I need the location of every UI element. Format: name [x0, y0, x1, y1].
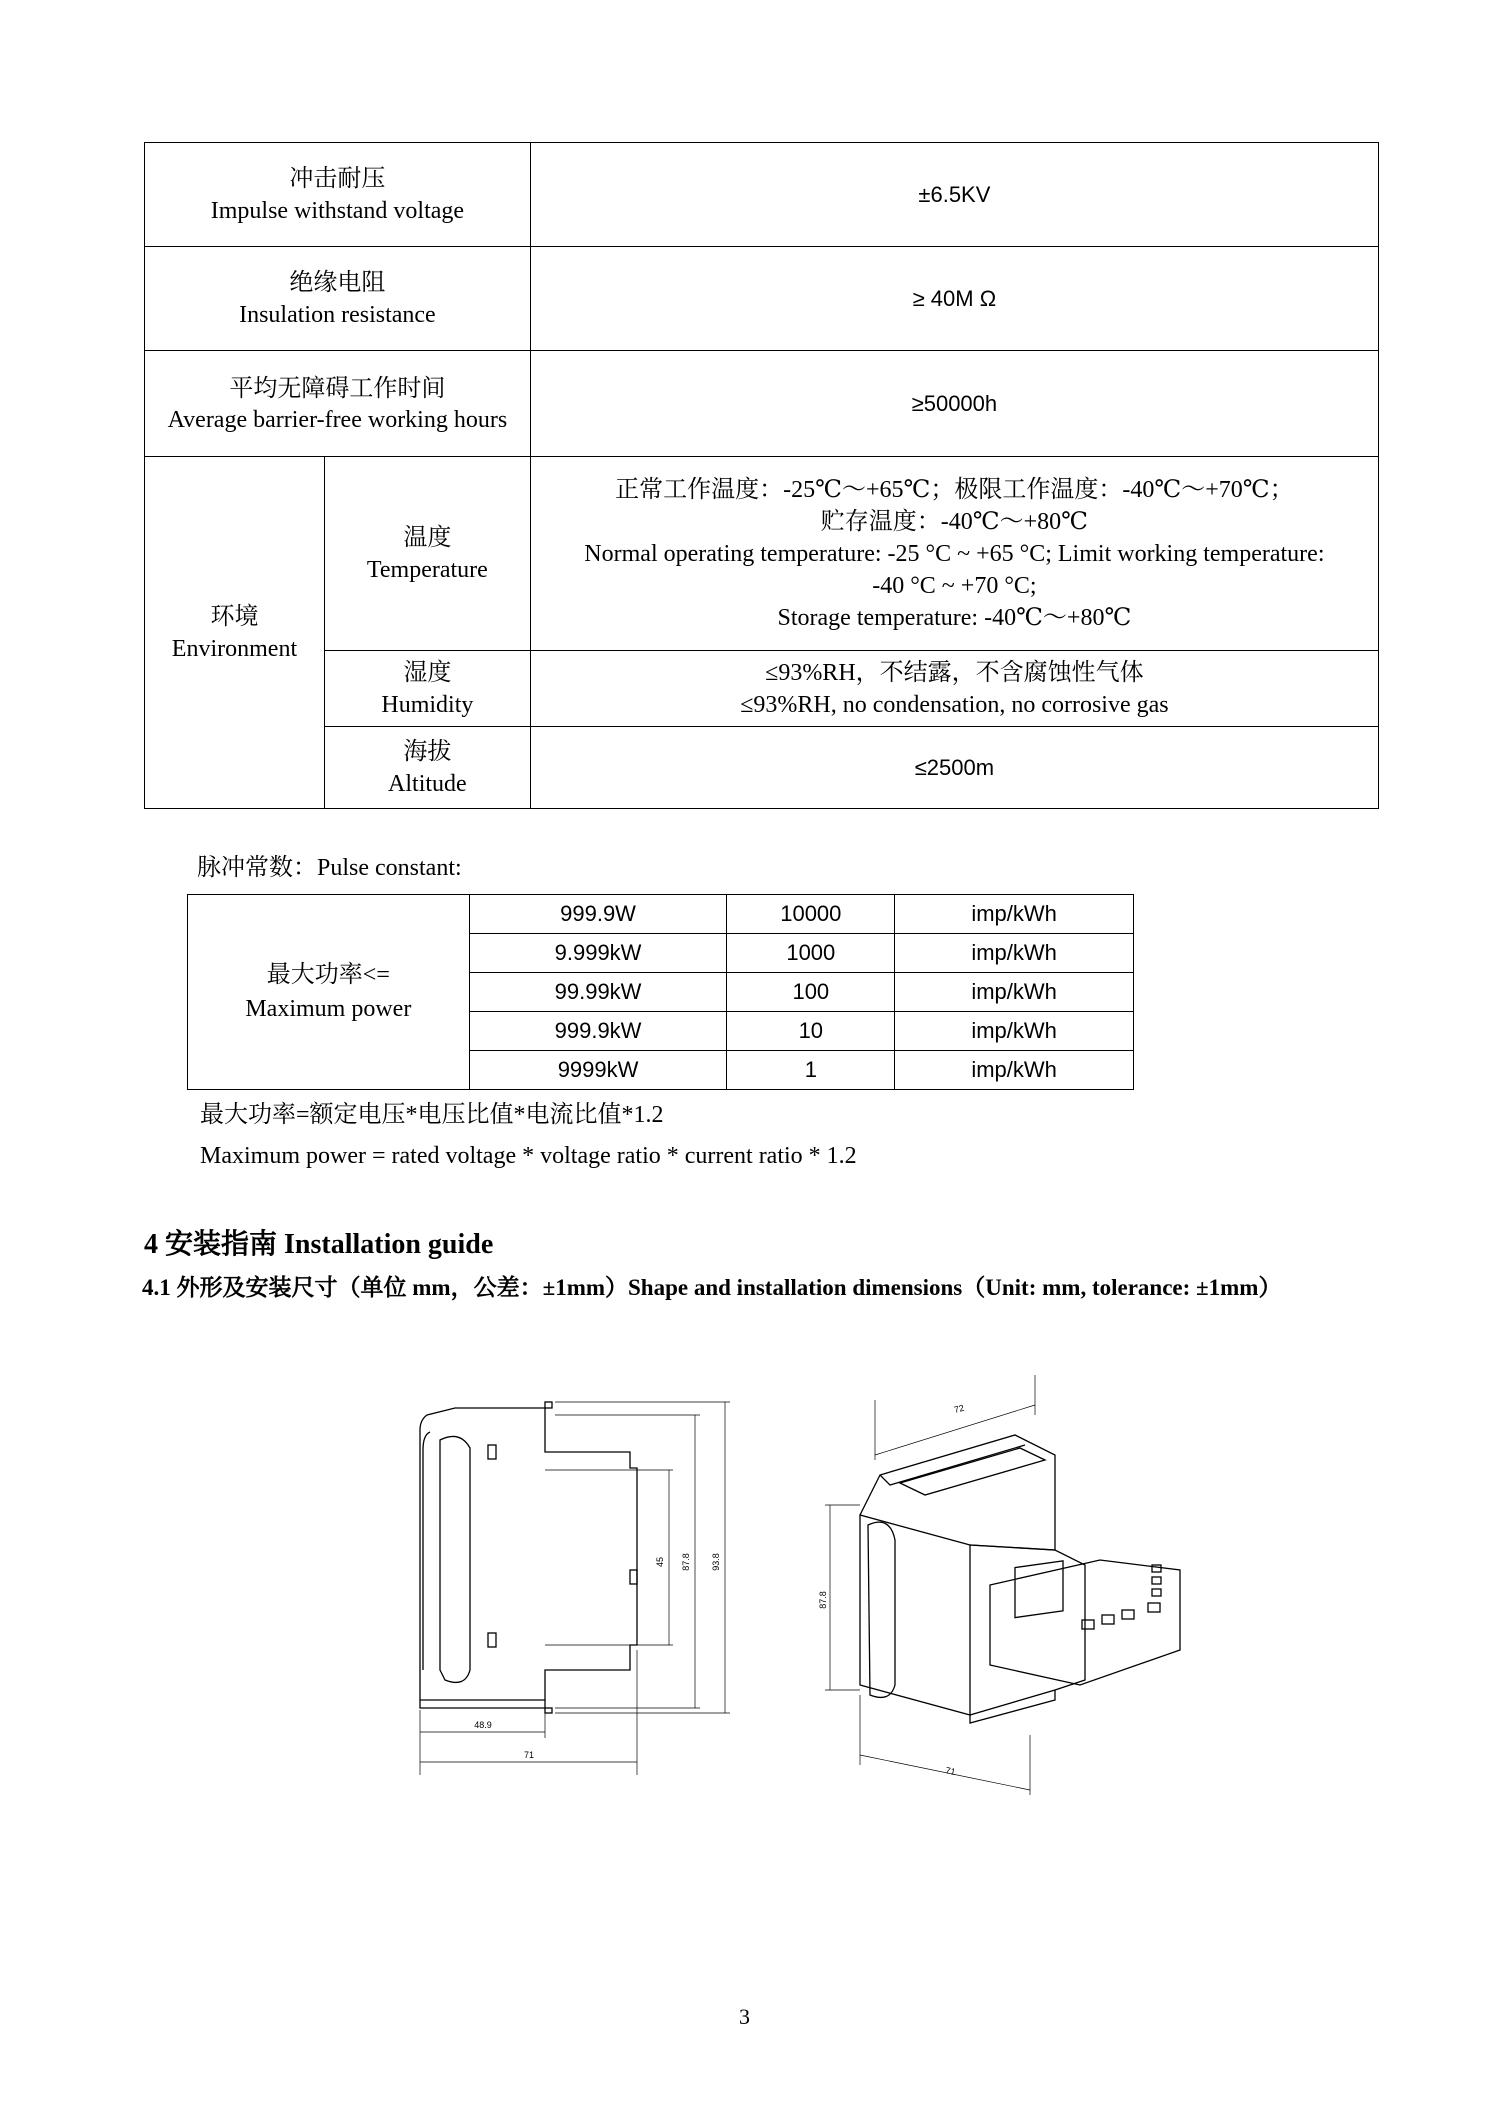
isometric-view-drawing [820, 1365, 1200, 1795]
mtbf-label-zh: 平均无障碍工作时间 [229, 375, 446, 402]
iso-terminal-strip [900, 1448, 1045, 1495]
environment-label-zh: 环境 [210, 603, 259, 630]
side-slot-right [630, 1570, 637, 1584]
side-pin-bottom [545, 1708, 552, 1713]
pulse-unit: imp/kWh [895, 973, 1134, 1012]
pulse-heading: 脉冲常数：Pulse constant: [197, 855, 462, 881]
temperature-value-zh-1: 正常工作温度：-25℃～+65℃；极限工作温度：-40℃～+70℃； [615, 476, 1294, 503]
table-row [145, 651, 1379, 727]
temperature-value-en-2: -40 °C ~ +70 °C; [872, 572, 1037, 599]
temperature-value-en-3: Storage temperature: -40℃～+80℃ [777, 604, 1132, 631]
humidity-value-zh: ≤93%RH，不结露，不含腐蚀性气体 [765, 659, 1144, 686]
insulation-label-zh: 绝缘电阻 [289, 269, 386, 296]
dim-48-9: 48.9 [474, 1720, 492, 1730]
iso-button [1148, 1603, 1160, 1612]
pulse-label-zh-text: 最大功率<= [266, 962, 390, 988]
side-clip-edge [423, 1432, 430, 1670]
pulse-table [187, 894, 1134, 1090]
impulse-label-en: Impulse withstand voltage [210, 197, 465, 224]
altitude-value: ≤2500m [530, 727, 1378, 809]
dim-72-iso: 72 [952, 1402, 966, 1415]
humidity-label-cell [324, 651, 530, 727]
humidity-label-zh: 湿度 [403, 659, 452, 686]
table-row [188, 895, 1134, 934]
dim-71-side: 71 [523, 1750, 535, 1760]
iso-button [1082, 1620, 1094, 1629]
pulse-label-zh [188, 958, 469, 992]
side-clip [440, 1436, 470, 1682]
table-row [145, 351, 1379, 457]
pulse-unit: imp/kWh [895, 934, 1134, 973]
iso-clip [868, 1522, 895, 1697]
dim-87-8-iso: 87.8 [818, 1591, 828, 1609]
insulation-label-en: Insulation resistance [239, 301, 436, 328]
humidity-value-en: ≤93%RH, no condensation, no corrosive gas [740, 691, 1169, 718]
insulation-label-cell [145, 247, 531, 351]
side-slot-top [488, 1445, 496, 1459]
environment-label-cell [145, 457, 325, 809]
impulse-label-zh: 冲击耐压 [289, 165, 386, 192]
dim-93-8: 93.8 [711, 1553, 721, 1571]
pulse-unit: imp/kWh [895, 1051, 1134, 1090]
table-row [145, 247, 1379, 351]
lcd-display [1015, 1561, 1063, 1618]
impulse-label-cell [145, 143, 531, 247]
iso-button [1122, 1610, 1134, 1619]
temperature-label-en: Temperature [366, 556, 488, 583]
temperature-value-zh-2: 贮存温度：-40℃～+80℃ [820, 508, 1089, 535]
humidity-label-en: Humidity [381, 691, 474, 718]
table-row [145, 143, 1379, 247]
iso-front-step [970, 1545, 1085, 1715]
dim-45: 45 [655, 1556, 665, 1568]
pulse-power: 999.9kW [469, 1012, 727, 1051]
altitude-label-cell [324, 727, 530, 809]
pulse-power: 9.999kW [469, 934, 727, 973]
table-row [145, 727, 1379, 809]
iso-side-face [860, 1515, 970, 1715]
pulse-power: 99.99kW [469, 973, 727, 1012]
table-row [145, 457, 1379, 651]
iso-terminal-edge [880, 1445, 1025, 1485]
iso-top-outline [860, 1435, 1055, 1550]
side-view-drawing [405, 1370, 750, 1760]
side-base [420, 1700, 545, 1708]
humidity-value-cell [530, 651, 1378, 727]
page-number: 3 [739, 2004, 750, 2029]
side-slot-bottom [488, 1633, 496, 1647]
pulse-constant: 1 [727, 1051, 895, 1090]
dim-87-8: 87.8 [681, 1553, 691, 1571]
pulse-constant: 100 [727, 973, 895, 1012]
pulse-power: 9999kW [469, 1051, 727, 1090]
pulse-constant: 10000 [727, 895, 895, 934]
formula-en: Maximum power = rated voltage * voltage ratio * current ratio * 1.2 [200, 1143, 857, 1169]
pulse-unit: imp/kWh [895, 1012, 1134, 1051]
mtbf-value: ≥50000h [530, 351, 1378, 457]
temperature-label-cell [324, 457, 530, 651]
iso-led [1152, 1589, 1161, 1596]
section-title: 4 安装指南 Installation guide [144, 1229, 494, 1260]
pulse-unit: imp/kWh [895, 895, 1134, 934]
altitude-label-en: Altitude [388, 770, 467, 797]
environment-label-en: Environment [171, 635, 298, 662]
spec-table [144, 142, 1379, 809]
pulse-constant: 1000 [727, 934, 895, 973]
side-pin-top [545, 1402, 552, 1408]
temperature-value-en-1: Normal operating temperature: -25 °C ~ +65 °C; Limit working temperature: [584, 540, 1325, 567]
subsection-title: 4.1 外形及安装尺寸（单位 mm，公差：±1mm）Shape and installation dimensions（Unit: mm, tolerance: ±1mm） [142, 1275, 1282, 1300]
iso-button [1102, 1615, 1114, 1624]
pulse-label-en: Maximum power [245, 996, 412, 1022]
temperature-label-zh: 温度 [403, 524, 452, 551]
formula-zh: 最大功率=额定电压*电压比值*电流比值*1.2 [200, 1102, 664, 1128]
mtbf-label-en: Average barrier-free working hours [167, 406, 508, 433]
pulse-power: 999.9W [469, 895, 727, 934]
mtbf-label-cell [145, 351, 531, 457]
altitude-label-zh: 海拔 [403, 738, 452, 765]
insulation-value: ≥ 40M Ω [530, 247, 1378, 351]
side-body-outline [420, 1408, 637, 1700]
iso-base [970, 1690, 1055, 1723]
dim-71-iso: 71 [944, 1765, 957, 1778]
iso-led [1152, 1577, 1161, 1584]
temperature-value-cell [530, 457, 1378, 651]
impulse-value: ±6.5KV [530, 143, 1378, 247]
pulse-constant: 10 [727, 1012, 895, 1051]
pulse-label-cell [188, 895, 470, 1090]
